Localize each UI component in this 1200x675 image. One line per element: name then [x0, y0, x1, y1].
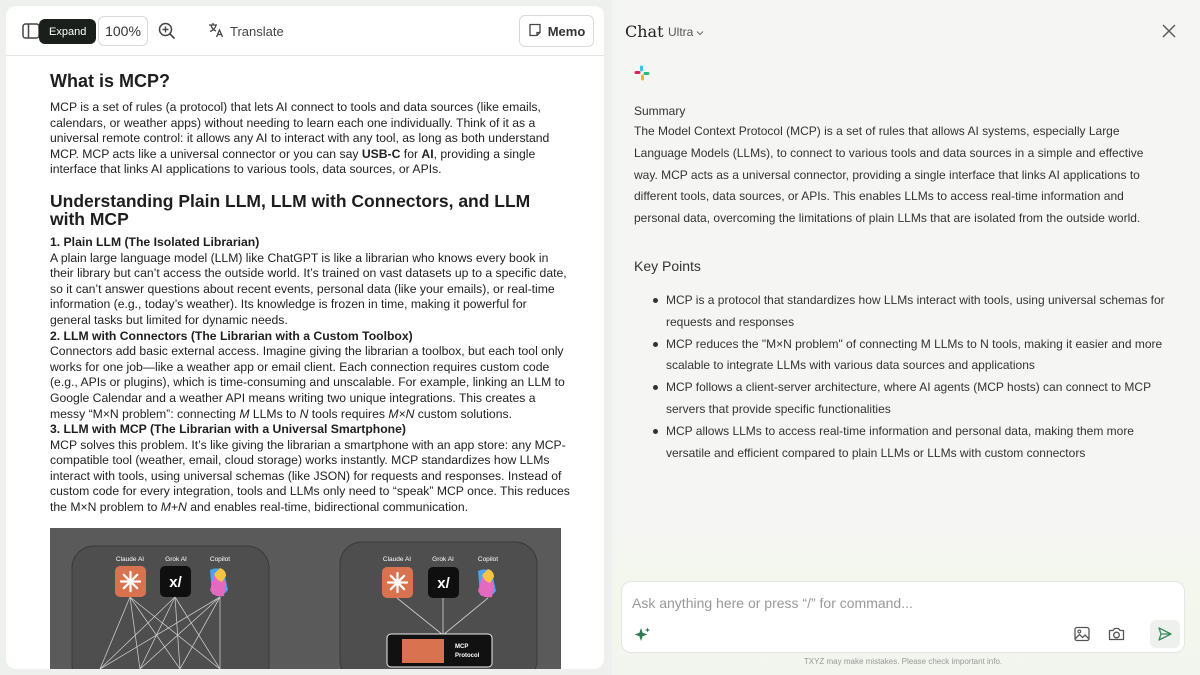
- translate-label: Translate: [230, 23, 284, 39]
- diagram-label-copilot: Copilot: [209, 556, 231, 563]
- chat-input-box: [621, 581, 1185, 653]
- translate-button[interactable]: [208, 19, 284, 43]
- mcp-protocol-label-1: MCP: [455, 644, 469, 650]
- memo-label: Memo: [547, 23, 586, 39]
- zoom-in-icon[interactable]: [156, 20, 178, 42]
- mcp-protocol-logo-icon: [402, 639, 444, 663]
- model-tier-dropdown[interactable]: [668, 25, 704, 39]
- slack-logo-icon: [634, 65, 650, 81]
- document-content: [50, 56, 570, 516]
- chevron-down-icon: [696, 25, 704, 39]
- intro-paragraph: MCP is a set of rules (a protocol) that lets AI connect to tools and data sources (like emails, calendars, or weather apps) without needing to learn each one individually. Think of it as a universal remote control: it allows any AI to interact with any tool, as long as both understand MCP. MCP acts like a universal connector or you can say USB-C for AI, providing a single interface that links AI applications to various tools, data sources, or APIs.: [50, 100, 550, 177]
- summary-heading: Summary: [634, 104, 686, 118]
- expand-tooltip: Expand: [39, 19, 96, 44]
- list-item: MCP follows a client-server architecture, where AI agents (MCP hosts) can connect to MCP servers that provide specific functionalities: [634, 377, 1179, 421]
- chat-pane: [612, 0, 1200, 675]
- section-llm-mcp-title: 3. LLM with MCP (The Librarian with a Universal Smartphone): [50, 422, 406, 437]
- section-llm-connectors-text: Connectors add basic external access. Imagine giving the librarian a toolbox, but each tool only works for one job—like a weather app or email client. Each connection requires custom code (e.g., APIs or plugins), which is time-consuming and unscalable. For example, linking an LLM to Google Calendar and a weather API means writing two unique integrations. This creates a messy “M×N problem”: connecting M LLMs to N tools requires M×N custom solutions.: [50, 344, 565, 421]
- close-icon[interactable]: [1160, 22, 1178, 40]
- mcp-diagram-image: [50, 528, 561, 669]
- disclaimer-text: TXYZ may make mistakes. Please check important info.: [803, 657, 1003, 666]
- diagram-label-grok: Grok AI: [165, 556, 187, 563]
- section-plain-llm-title: 1. Plain LLM (The Isolated Librarian): [50, 234, 260, 249]
- memo-icon: [528, 23, 542, 40]
- section-plain-llm: [50, 235, 570, 329]
- chat-input[interactable]: [632, 592, 1072, 614]
- list-item: MCP reduces the "M×N problem" of connecting M LLMs to N tools, making it easier and more scalable to integrate LLMs with various data sources and applications: [634, 334, 1179, 378]
- camera-icon[interactable]: [1108, 626, 1126, 644]
- section-heading: Understanding Plain LLM, LLM with Connectors, and LLM with MCP: [50, 190, 531, 229]
- section-llm-mcp-text: MCP solves this problem. It’s like giving the librarian a smartphone with an app store: any MCP-compatible tool (weather, email, cloud storage) works instantly. MCP standardizes how LLMs interact with tools, using universal schemas (like JSON) for requests and responses. Instead of custom code for every integration, tools and LLMs only need to “speak” MCP once. This reduces the M×N problem to M+N and enables real-time, bidirectional communication.: [50, 437, 570, 515]
- section-llm-mcp: [50, 422, 570, 516]
- chat-title: Chat: [625, 22, 664, 41]
- diagram-label-grok-2: Grok AI: [432, 556, 454, 563]
- zoom-level-input[interactable]: 100%: [98, 16, 148, 46]
- diagram-label-claude: Claude AI: [115, 556, 145, 563]
- mcp-protocol-label-2: Protocol: [455, 653, 480, 659]
- section-llm-connectors: [50, 329, 570, 423]
- diagram-label-copilot-2: Copilot: [477, 556, 499, 563]
- diagram-label-claude-2: Claude AI: [382, 556, 412, 563]
- svg-text:x/: x/: [169, 574, 182, 591]
- send-button[interactable]: [1150, 620, 1180, 648]
- image-upload-icon[interactable]: [1074, 626, 1092, 644]
- document-toolbar: [6, 6, 604, 56]
- key-points-list: [634, 290, 1179, 464]
- send-icon: [1157, 626, 1173, 642]
- section-llm-connectors-title: 2. LLM with Connectors (The Librarian with a Custom Toolbox): [50, 328, 413, 343]
- summary-text: The Model Context Protocol (MCP) is a set of rules that allows AI systems, especially Large Language Models (LLMs), to connect to various tools and data sources in a simple and effective way. MCP acts as a universal connector, providing a single interface that links AI applications to different tools, data sources, or APIs. This enables LLMs to access real-time information and personal data, overcoming the limitations of plain LLMs that are isolated from the outside world.: [634, 124, 1144, 226]
- list-item: MCP allows LLMs to access real-time information and personal data, making them more versatile and efficient compared to plain LLMs or LLMs with custom connectors: [634, 421, 1179, 465]
- memo-button[interactable]: [519, 15, 594, 47]
- section-plain-llm-text: A plain large language model (LLM) like ChatGPT is like a librarian who knows every book in their library but can’t access the outside world. It’s trained on vast datasets up to a specific date, so it can’t answer questions about recent events, personal data (like your emails), or real-time information (e.g., today’s weather). Its knowledge is frozen in time, making it powerful for general tasks but limited for dynamic needs.: [50, 250, 567, 327]
- model-tier-label: Ultra: [668, 25, 694, 39]
- sparkle-icon[interactable]: [633, 626, 651, 644]
- list-item: MCP is a protocol that standardizes how LLMs interact with tools, using universal schemas for requests and responses: [634, 290, 1179, 334]
- translate-icon: [208, 22, 224, 41]
- document-pane: [6, 6, 604, 669]
- key-points-heading: Key Points: [634, 258, 701, 274]
- svg-text:x/: x/: [437, 575, 450, 592]
- doc-title: What is MCP?: [50, 71, 170, 91]
